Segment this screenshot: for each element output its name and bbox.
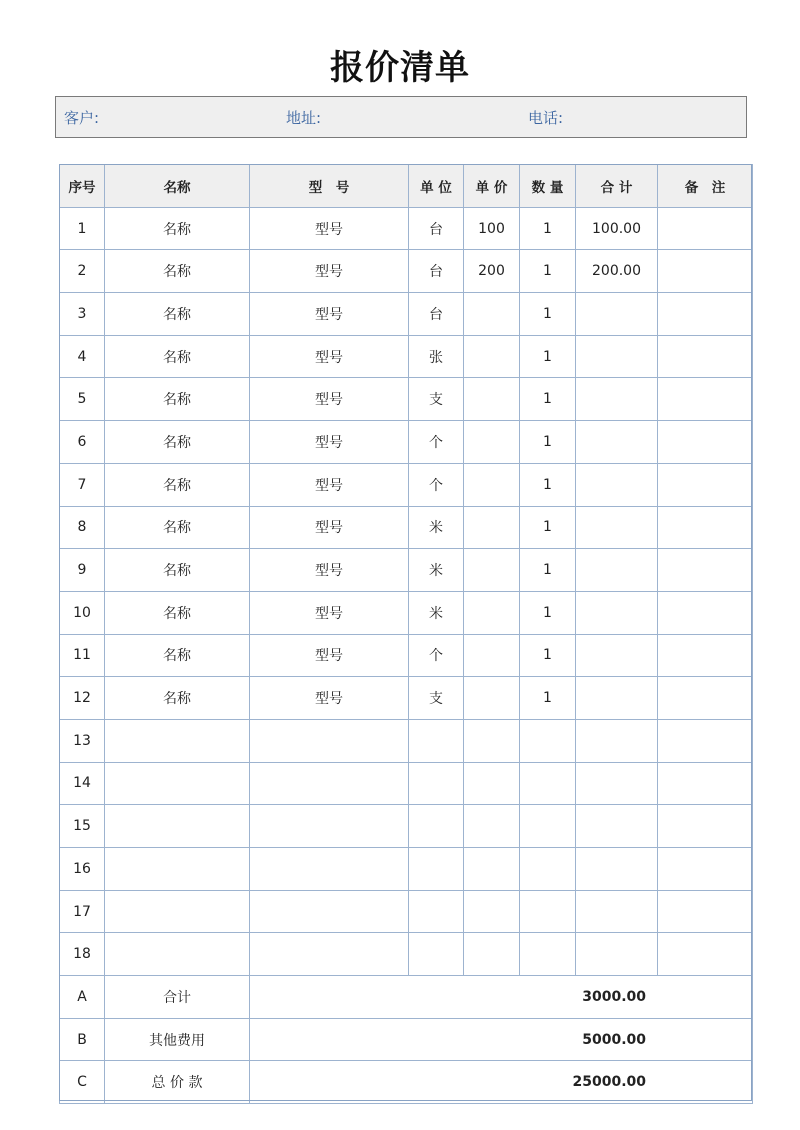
column-header: 备 注 (658, 165, 753, 208)
table-cell (658, 933, 753, 976)
table-cell: 1 (520, 293, 576, 336)
table-cell (464, 293, 520, 336)
table-row (60, 719, 753, 762)
quote-table (59, 164, 753, 1104)
address-label: 地址: (286, 109, 322, 127)
table-cell: 12 (60, 677, 105, 720)
table-cell: 1 (520, 250, 576, 293)
table-header-row (60, 165, 753, 208)
table-row (60, 634, 753, 677)
table-cell (464, 549, 520, 592)
table-cell (658, 421, 753, 464)
table-cell: 个 (409, 463, 464, 506)
table-cell: 型号 (250, 335, 409, 378)
table-row (60, 293, 753, 336)
summary-value: 5000.00 (250, 1018, 753, 1061)
summary-label: 合计 (105, 976, 250, 1019)
table-cell (658, 805, 753, 848)
table-cell (520, 719, 576, 762)
table-cell: 名称 (105, 293, 250, 336)
table-cell: 1 (520, 207, 576, 250)
summary-row (60, 1061, 753, 1104)
table-cell (576, 848, 658, 891)
table-cell: 18 (60, 933, 105, 976)
table-cell: 型号 (250, 378, 409, 421)
table-cell (464, 719, 520, 762)
table-cell (464, 421, 520, 464)
table-row (60, 207, 753, 250)
table-cell (409, 805, 464, 848)
table-cell (658, 549, 753, 592)
table-cell (464, 634, 520, 677)
table-cell (658, 848, 753, 891)
table-cell (464, 463, 520, 506)
table-cell (250, 762, 409, 805)
table-cell (464, 933, 520, 976)
table-cell (658, 463, 753, 506)
table-cell: 米 (409, 506, 464, 549)
table-cell (576, 549, 658, 592)
table-cell: 1 (520, 634, 576, 677)
table-cell (250, 848, 409, 891)
table-cell (409, 762, 464, 805)
table-cell (658, 677, 753, 720)
table-cell: 型号 (250, 250, 409, 293)
table-cell: 台 (409, 250, 464, 293)
table-cell: 个 (409, 421, 464, 464)
table-cell: 1 (60, 207, 105, 250)
table-cell (658, 506, 753, 549)
table-cell: 名称 (105, 591, 250, 634)
table-cell (576, 463, 658, 506)
table-row (60, 463, 753, 506)
summary-label: 其他费用 (105, 1018, 250, 1061)
table-cell: 型号 (250, 293, 409, 336)
table-cell (464, 378, 520, 421)
summary-code: A (60, 976, 105, 1019)
column-header: 单 位 (409, 165, 464, 208)
table-cell (576, 677, 658, 720)
table-cell (576, 719, 658, 762)
table-cell: 1 (520, 463, 576, 506)
table-cell (520, 805, 576, 848)
table-cell (658, 591, 753, 634)
table-cell (520, 933, 576, 976)
table-cell: 型号 (250, 677, 409, 720)
table-cell: 14 (60, 762, 105, 805)
table-cell (576, 293, 658, 336)
table-row (60, 549, 753, 592)
summary-value: 25000.00 (250, 1061, 753, 1104)
table-cell (409, 933, 464, 976)
table-cell: 名称 (105, 506, 250, 549)
table-row (60, 890, 753, 933)
table-cell: 名称 (105, 463, 250, 506)
table-cell: 1 (520, 335, 576, 378)
table-cell (576, 591, 658, 634)
table-row (60, 506, 753, 549)
table-row (60, 335, 753, 378)
table-cell: 米 (409, 549, 464, 592)
table-cell (658, 719, 753, 762)
table-cell: 1 (520, 421, 576, 464)
summary-code: B (60, 1018, 105, 1061)
table-cell: 200 (464, 250, 520, 293)
table-cell (576, 634, 658, 677)
table-cell: 200.00 (576, 250, 658, 293)
table-cell: 名称 (105, 335, 250, 378)
table-row (60, 762, 753, 805)
table-cell (576, 762, 658, 805)
table-cell (105, 805, 250, 848)
table-cell (576, 378, 658, 421)
table-cell (520, 848, 576, 891)
table-cell (576, 933, 658, 976)
table-cell (409, 890, 464, 933)
table-cell (464, 890, 520, 933)
column-header: 名称 (105, 165, 250, 208)
table-cell: 型号 (250, 549, 409, 592)
table-cell (658, 293, 753, 336)
table-cell: 名称 (105, 207, 250, 250)
table-cell (464, 848, 520, 891)
table-cell (105, 762, 250, 805)
table-cell: 9 (60, 549, 105, 592)
table-cell (658, 890, 753, 933)
table-cell: 型号 (250, 463, 409, 506)
table-cell (464, 805, 520, 848)
table-cell (105, 719, 250, 762)
table-cell (250, 805, 409, 848)
table-cell: 7 (60, 463, 105, 506)
table-row (60, 805, 753, 848)
table-cell (464, 335, 520, 378)
table-cell: 名称 (105, 677, 250, 720)
table-cell: 支 (409, 378, 464, 421)
column-header: 型 号 (250, 165, 409, 208)
table-cell: 1 (520, 506, 576, 549)
table-cell (250, 890, 409, 933)
table-cell: 17 (60, 890, 105, 933)
table-cell: 型号 (250, 421, 409, 464)
column-header: 合 计 (576, 165, 658, 208)
table-cell: 8 (60, 506, 105, 549)
table-cell: 1 (520, 378, 576, 421)
table-cell (576, 335, 658, 378)
table-cell: 型号 (250, 634, 409, 677)
table-cell: 11 (60, 634, 105, 677)
summary-row (60, 976, 753, 1019)
table-cell: 100.00 (576, 207, 658, 250)
table-cell: 100 (464, 207, 520, 250)
table-cell (250, 719, 409, 762)
table-cell: 名称 (105, 378, 250, 421)
table-row (60, 421, 753, 464)
table-cell (464, 506, 520, 549)
table-row (60, 677, 753, 720)
table-cell (658, 250, 753, 293)
table-row (60, 250, 753, 293)
table-cell (250, 933, 409, 976)
table-cell: 1 (520, 549, 576, 592)
table-cell (520, 890, 576, 933)
table-cell (658, 207, 753, 250)
table-cell (105, 933, 250, 976)
table-cell: 支 (409, 677, 464, 720)
column-header: 单 价 (464, 165, 520, 208)
table-cell: 3 (60, 293, 105, 336)
table-cell: 台 (409, 293, 464, 336)
table-cell: 6 (60, 421, 105, 464)
table-cell: 16 (60, 848, 105, 891)
customer-label: 客户: (64, 109, 100, 127)
page-title: 报价清单 (330, 48, 470, 88)
summary-row (60, 1018, 753, 1061)
table-cell (409, 719, 464, 762)
table-cell (658, 378, 753, 421)
table-cell (409, 848, 464, 891)
table-cell (576, 890, 658, 933)
summary-code: C (60, 1061, 105, 1104)
table-cell: 张 (409, 335, 464, 378)
table-row (60, 378, 753, 421)
summary-label: 总 价 款 (105, 1061, 250, 1104)
table-cell: 1 (520, 591, 576, 634)
table-cell (464, 591, 520, 634)
table-cell: 型号 (250, 506, 409, 549)
table-cell (658, 762, 753, 805)
table-cell (576, 421, 658, 464)
customer-info-bar (55, 96, 747, 138)
table-row (60, 591, 753, 634)
table-cell: 名称 (105, 250, 250, 293)
table-cell (520, 762, 576, 805)
column-header: 序号 (60, 165, 105, 208)
table-cell: 1 (520, 677, 576, 720)
table-cell (464, 677, 520, 720)
table-cell: 名称 (105, 421, 250, 464)
table-cell: 型号 (250, 591, 409, 634)
table-cell: 型号 (250, 207, 409, 250)
table-cell: 13 (60, 719, 105, 762)
table-cell: 4 (60, 335, 105, 378)
table-cell: 台 (409, 207, 464, 250)
table-cell: 10 (60, 591, 105, 634)
phone-label: 电话: (528, 109, 564, 127)
table-cell (576, 805, 658, 848)
table-row (60, 933, 753, 976)
table-cell (105, 848, 250, 891)
table-cell: 5 (60, 378, 105, 421)
table-cell: 个 (409, 634, 464, 677)
table-cell: 名称 (105, 634, 250, 677)
column-header: 数 量 (520, 165, 576, 208)
table-cell (658, 634, 753, 677)
table-cell (105, 890, 250, 933)
summary-value: 3000.00 (250, 976, 753, 1019)
table-cell (658, 335, 753, 378)
table-cell: 2 (60, 250, 105, 293)
table-cell (464, 762, 520, 805)
table-cell: 15 (60, 805, 105, 848)
table-cell: 米 (409, 591, 464, 634)
table-row (60, 848, 753, 891)
table-cell (576, 506, 658, 549)
table-cell: 名称 (105, 549, 250, 592)
